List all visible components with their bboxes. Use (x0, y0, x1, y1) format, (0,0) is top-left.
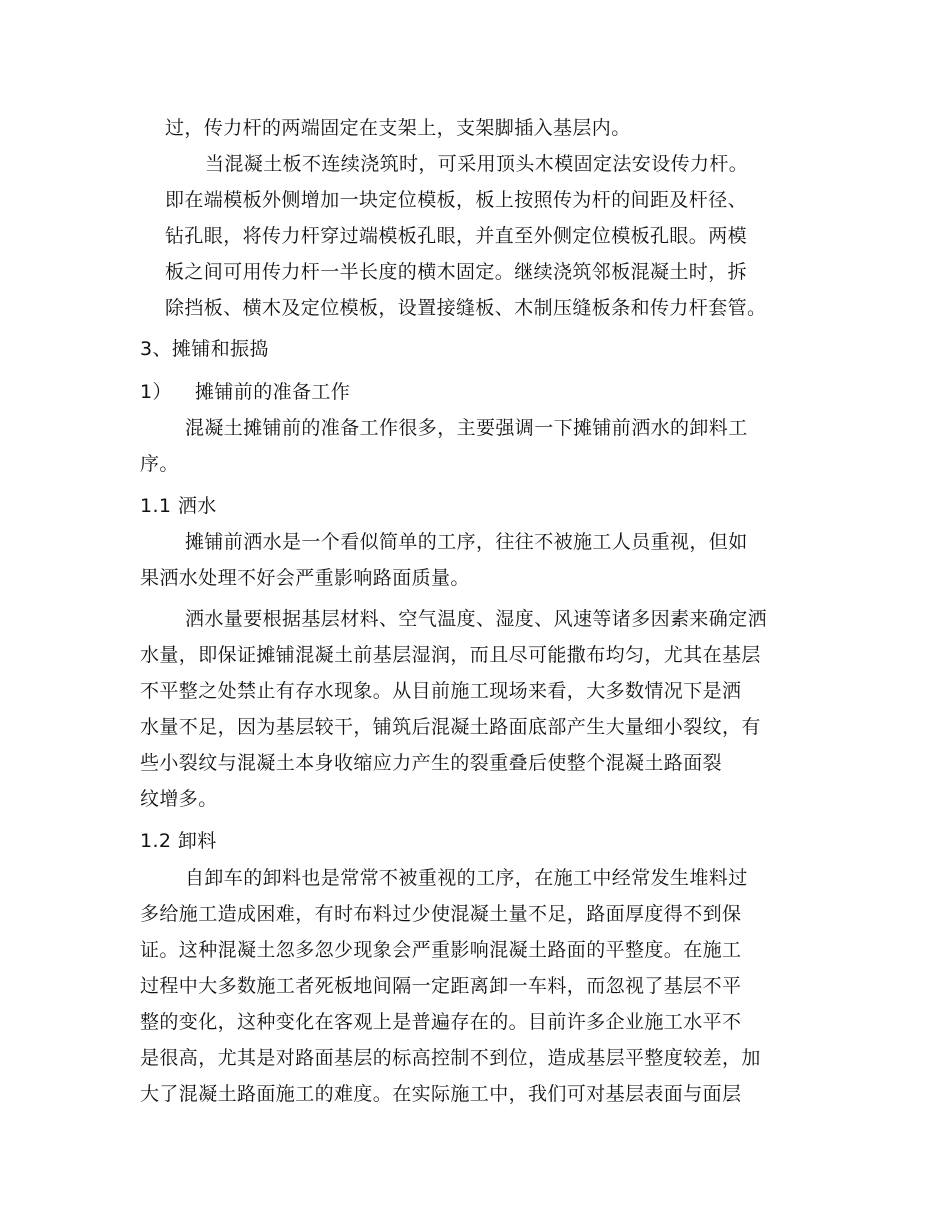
paragraph-line: 整的变化，这种变化在客观上是普遍存在的。目前许多企业施工水平不 (140, 1011, 742, 1033)
subsection-heading: 1.2 卸料 (140, 830, 217, 852)
paragraph-line: 自卸车的卸料也是常常不被重视的工序，在施工中经常发生堆料过 (185, 867, 748, 889)
paragraph-line: 钻孔眼，将传力杆穿过端模板孔眼，并直至外侧定位模板孔眼。两模 (165, 225, 748, 247)
paragraph-line: 大了混凝土路面施工的难度。在实际施工中，我们可对基层表面与面层 (140, 1083, 742, 1105)
paragraph-line: 即在端模板外侧增加一块定位模板，板上按照传为杆的间距及杆径、 (165, 189, 748, 211)
section-heading: 3、摊铺和振捣 (140, 338, 269, 360)
paragraph-line: 过程中大多数施工者死板地间隔一定距离卸一车料，而忽视了基层不平 (140, 975, 742, 997)
paragraph-line: 序。 (140, 453, 179, 475)
paragraph-line: 些小裂纹与混凝土本身收缩应力产生的裂重叠后使整个混凝土路面裂 (140, 752, 723, 774)
paragraph-line: 洒水量要根据基层材料、空气温度、湿度、风速等诸多因素来确定洒 (185, 608, 768, 630)
paragraph-line: 过，传力杆的两端固定在支架上，支架脚插入基层内。 (165, 117, 631, 139)
paragraph-line: 不平整之处禁止有存水现象。从目前施工现场来看，大多数情况下是洒 (140, 680, 742, 702)
paragraph-line: 混凝土摊铺前的准备工作很多，主要强调一下摊铺前洒水的卸料工 (185, 417, 748, 439)
paragraph-line: 摊铺前洒水是一个看似简单的工序，往往不被施工人员重视，但如 (185, 531, 748, 553)
subsection-heading-text: 摊铺前的准备工作 (195, 381, 351, 403)
paragraph-line: 是很高，尤其是对路面基层的标高控制不到位，造成基层平整度较差，加 (140, 1047, 761, 1069)
paragraph-line: 证。这种混凝土忽多忽少现象会严重影响混凝土路面的平整度。在施工 (140, 939, 742, 961)
paragraph-line: 除挡板、横木及定位模板，设置接缝板、木制压缝板条和传力杆套管。 (165, 297, 767, 319)
paragraph-line: 多给施工造成困难，有时布料过少使混凝土量不足，路面厚度得不到保 (140, 903, 742, 925)
subsection-heading: 1.1 洒水 (140, 495, 217, 517)
paragraph-line: 果洒水处理不好会严重影响路面质量。 (140, 567, 470, 589)
paragraph-line: 板之间可用传力杆一半长度的横木固定。继续浇筑邻板混凝土时，拆 (165, 261, 748, 283)
paragraph-line: 水量不足，因为基层较干，铺筑后混凝土路面底部产生大量细小裂纹，有 (140, 716, 761, 738)
subsection-heading-number: 1） (140, 381, 172, 403)
paragraph-line: 水量，即保证摊铺混凝土前基层湿润，而且尽可能撒布均匀，尤其在基层 (140, 644, 761, 666)
paragraph-line: 纹增多。 (140, 788, 218, 810)
paragraph-line: 当混凝土板不连续浇筑时，可采用顶头木模固定法安设传力杆。 (205, 153, 749, 175)
